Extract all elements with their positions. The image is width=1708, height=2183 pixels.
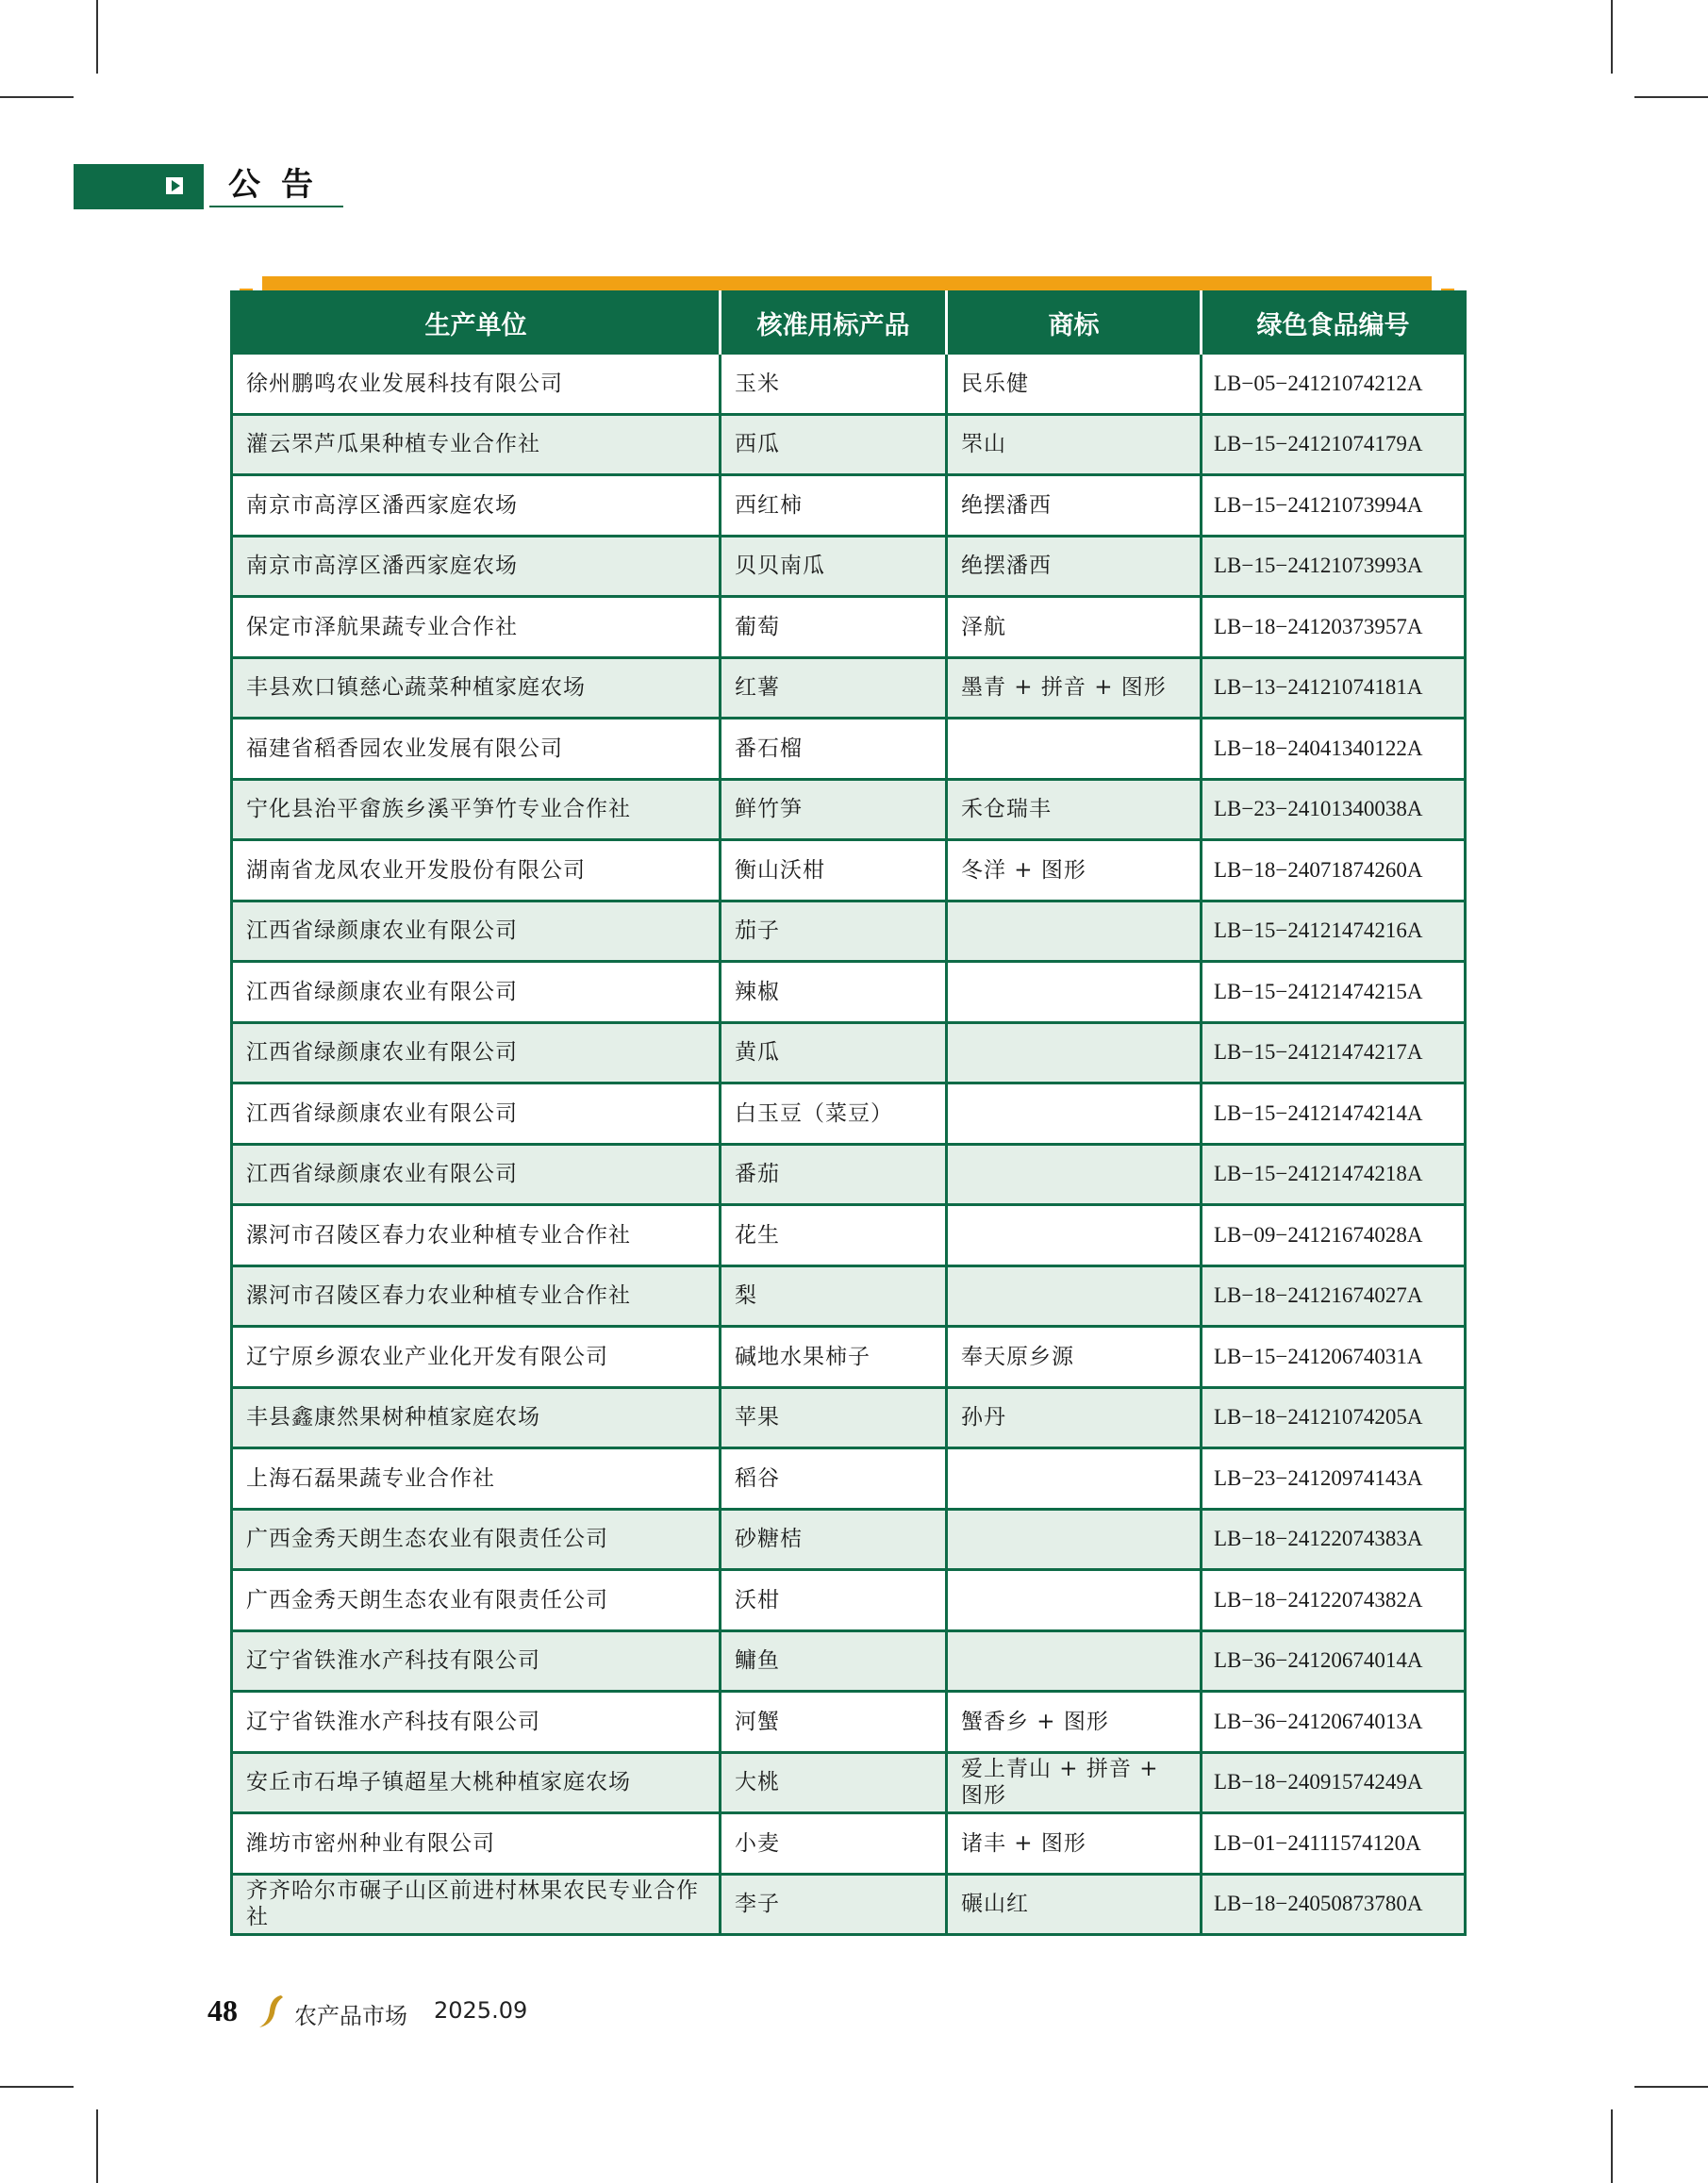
cell-code: LB−36−24120674013A: [1202, 1692, 1466, 1753]
table-row: [232, 597, 1466, 658]
magazine-name: 农产品市场: [294, 2003, 407, 2029]
header-code: 绿色食品编号: [1202, 292, 1466, 354]
cell-producer: 南京市高淳区潘西家庭农场: [232, 475, 721, 537]
table-row: [232, 962, 1466, 1023]
cell-code: LB−18−24121074205A: [1202, 1387, 1466, 1448]
table-row: [232, 1022, 1466, 1083]
cell-code: LB−18−24091574249A: [1202, 1752, 1466, 1813]
cell-trademark: 孙丹: [947, 1387, 1202, 1448]
cell-product: 西红柿: [721, 475, 947, 537]
table-row: [232, 475, 1466, 537]
cell-code: LB−13−24121074181A: [1202, 657, 1466, 719]
cell-product: 贝贝南瓜: [721, 536, 947, 597]
cell-producer: 江西省绿颜康农业有限公司: [232, 1022, 721, 1083]
section-title: 公告: [209, 164, 343, 207]
table-body: [232, 354, 1466, 1935]
table-row: [232, 1448, 1466, 1510]
cell-product: 玉米: [721, 354, 947, 415]
cell-trademark: 冬洋 + 图形: [947, 840, 1202, 901]
cell-product: 苹果: [721, 1387, 947, 1448]
cell-producer: 湖南省龙凤农业开发股份有限公司: [232, 840, 721, 901]
cell-code: LB−09−24121674028A: [1202, 1205, 1466, 1266]
magazine-logo-icon: [257, 1993, 285, 2029]
cell-product: 茄子: [721, 901, 947, 962]
cell-product: 辣椒: [721, 962, 947, 1023]
table-row: [232, 1813, 1466, 1875]
cell-trademark: 民乐健: [947, 354, 1202, 415]
cell-trademark: 墨青 + 拼音 + 图形: [947, 657, 1202, 719]
crop-mark: [1611, 0, 1613, 74]
cell-producer: 福建省稻香园农业发展有限公司: [232, 719, 721, 780]
cell-code: LB−15−24121474218A: [1202, 1144, 1466, 1205]
cell-trademark: [947, 1205, 1202, 1266]
cell-product: 鳙鱼: [721, 1630, 947, 1692]
cell-trademark: 爱上青山 + 拼音 + 图形: [947, 1752, 1202, 1813]
cell-producer: 上海石磊果蔬专业合作社: [232, 1448, 721, 1510]
table-row: [232, 1630, 1466, 1692]
table-row: [232, 1509, 1466, 1570]
page-number: 48: [207, 1993, 238, 2027]
cell-producer: 安丘市石埠子镇超星大桃种植家庭农场: [232, 1752, 721, 1813]
crop-mark: [1611, 2109, 1613, 2183]
header-producer: 生产单位: [232, 292, 721, 354]
cell-code: LB−05−24121074212A: [1202, 354, 1466, 415]
crop-mark: [0, 96, 74, 98]
table-header-row: [232, 292, 1466, 354]
cell-trademark: [947, 1509, 1202, 1570]
cell-code: LB−18−24041340122A: [1202, 719, 1466, 780]
table-row: [232, 414, 1466, 475]
cell-product: 大桃: [721, 1752, 947, 1813]
cell-trademark: 绝摆潘西: [947, 475, 1202, 537]
cell-code: LB−15−24121474214A: [1202, 1083, 1466, 1145]
cell-trademark: [947, 1022, 1202, 1083]
cell-producer: 漯河市召陵区春力农业种植专业合作社: [232, 1205, 721, 1266]
cell-trademark: [947, 962, 1202, 1023]
cell-producer: 辽宁省铁淮水产科技有限公司: [232, 1692, 721, 1753]
cell-producer: 江西省绿颜康农业有限公司: [232, 1083, 721, 1145]
cell-producer: 江西省绿颜康农业有限公司: [232, 962, 721, 1023]
table-row: [232, 1874, 1466, 1935]
cell-producer: 漯河市召陵区春力农业种植专业合作社: [232, 1265, 721, 1327]
cell-trademark: [947, 1265, 1202, 1327]
cell-producer: 江西省绿颜康农业有限公司: [232, 1144, 721, 1205]
table-row: [232, 1752, 1466, 1813]
cell-code: LB−36−24120674014A: [1202, 1630, 1466, 1692]
cell-code: LB−18−24121674027A: [1202, 1265, 1466, 1327]
table-row: [232, 657, 1466, 719]
cell-code: LB−23−24120974143A: [1202, 1448, 1466, 1510]
cell-product: 黄瓜: [721, 1022, 947, 1083]
crop-mark: [0, 2086, 74, 2088]
cell-code: LB−18−24050873780A: [1202, 1874, 1466, 1935]
cell-product: 葡萄: [721, 597, 947, 658]
cell-product: 碱地水果柿子: [721, 1327, 947, 1388]
cell-code: LB−15−24121074179A: [1202, 414, 1466, 475]
cell-producer: 宁化县治平畲族乡溪平笋竹专业合作社: [232, 779, 721, 840]
cell-producer: 丰县欢口镇慈心蔬菜种植家庭农场: [232, 657, 721, 719]
cell-product: 番石榴: [721, 719, 947, 780]
cell-code: LB−15−24121474217A: [1202, 1022, 1466, 1083]
cell-trademark: [947, 1083, 1202, 1145]
cell-product: 小麦: [721, 1813, 947, 1875]
cell-code: LB−18−24071874260A: [1202, 840, 1466, 901]
cell-producer: 广西金秀天朗生态农业有限责任公司: [232, 1509, 721, 1570]
crop-mark: [96, 2109, 98, 2183]
cell-trademark: [947, 1144, 1202, 1205]
cell-trademark: 泽航: [947, 597, 1202, 658]
header-product: 核准用标产品: [721, 292, 947, 354]
cell-product: 稻谷: [721, 1448, 947, 1510]
table-row: [232, 1327, 1466, 1388]
issue-date: 2025.09: [434, 1997, 528, 2024]
cell-product: 李子: [721, 1874, 947, 1935]
cell-code: LB−18−24122074383A: [1202, 1509, 1466, 1570]
cell-code: LB−15−24121073994A: [1202, 475, 1466, 537]
table-row: [232, 1265, 1466, 1327]
cell-product: 砂糖桔: [721, 1509, 947, 1570]
cell-producer: 保定市泽航果蔬专业合作社: [232, 597, 721, 658]
cell-trademark: [947, 1570, 1202, 1631]
cell-trademark: [947, 719, 1202, 780]
cell-product: 梨: [721, 1265, 947, 1327]
cell-code: LB−15−24121474215A: [1202, 962, 1466, 1023]
table-row: [232, 1570, 1466, 1631]
cell-product: 衡山沃柑: [721, 840, 947, 901]
cell-producer: 潍坊市密州种业有限公司: [232, 1813, 721, 1875]
cell-code: LB−15−24121474216A: [1202, 901, 1466, 962]
header-trademark: 商标: [947, 292, 1202, 354]
cell-product: 沃柑: [721, 1570, 947, 1631]
crop-mark: [96, 0, 98, 74]
table-row: [232, 901, 1466, 962]
cell-product: 鲜竹笋: [721, 779, 947, 840]
cell-product: 河蟹: [721, 1692, 947, 1753]
cell-product: 花生: [721, 1205, 947, 1266]
cell-code: LB−15−24121073993A: [1202, 536, 1466, 597]
cell-trademark: 诸丰 + 图形: [947, 1813, 1202, 1875]
table-row: [232, 840, 1466, 901]
cell-code: LB−23−24101340038A: [1202, 779, 1466, 840]
table-row: [232, 779, 1466, 840]
cell-code: LB−15−24120674031A: [1202, 1327, 1466, 1388]
cell-trademark: [947, 901, 1202, 962]
green-food-table: [230, 290, 1467, 1936]
table-row: [232, 1692, 1466, 1753]
cell-trademark: 绝摆潘西: [947, 536, 1202, 597]
cell-trademark: 奉天原乡源: [947, 1327, 1202, 1388]
cell-code: LB−18−24120373957A: [1202, 597, 1466, 658]
table-row: [232, 1205, 1466, 1266]
cell-product: 番茄: [721, 1144, 947, 1205]
cell-trademark: 蟹香乡 + 图形: [947, 1692, 1202, 1753]
cell-code: LB−18−24122074382A: [1202, 1570, 1466, 1631]
cell-producer: 辽宁原乡源农业产业化开发有限公司: [232, 1327, 721, 1388]
cell-trademark: [947, 1630, 1202, 1692]
table-accent-bar: [262, 276, 1432, 291]
cell-trademark: 禾仓瑞丰: [947, 779, 1202, 840]
cell-producer: 丰县鑫康然果树种植家庭农场: [232, 1387, 721, 1448]
cell-product: 西瓜: [721, 414, 947, 475]
table-row: [232, 536, 1466, 597]
cell-product: 白玉豆（菜豆）: [721, 1083, 947, 1145]
table-row: [232, 1083, 1466, 1145]
cell-producer: 徐州鹏鸣农业发展科技有限公司: [232, 354, 721, 415]
cell-producer: 辽宁省铁淮水产科技有限公司: [232, 1630, 721, 1692]
crop-mark: [1634, 2086, 1708, 2088]
cell-producer: 江西省绿颜康农业有限公司: [232, 901, 721, 962]
cell-trademark: 罘山: [947, 414, 1202, 475]
cell-producer: 齐齐哈尔市碾子山区前进村林果农民专业合作社: [232, 1874, 721, 1935]
table-row: [232, 1144, 1466, 1205]
table-row: [232, 354, 1466, 415]
cell-product: 红薯: [721, 657, 947, 719]
cell-producer: 广西金秀天朗生态农业有限责任公司: [232, 1570, 721, 1631]
cell-trademark: [947, 1448, 1202, 1510]
play-square-icon: [164, 175, 185, 196]
cell-trademark: 碾山红: [947, 1874, 1202, 1935]
cell-producer: 灌云罘芦瓜果种植专业合作社: [232, 414, 721, 475]
cell-code: LB−01−24111574120A: [1202, 1813, 1466, 1875]
cell-producer: 南京市高淳区潘西家庭农场: [232, 536, 721, 597]
table-row: [232, 719, 1466, 780]
crop-mark: [1634, 96, 1708, 98]
table-row: [232, 1387, 1466, 1448]
